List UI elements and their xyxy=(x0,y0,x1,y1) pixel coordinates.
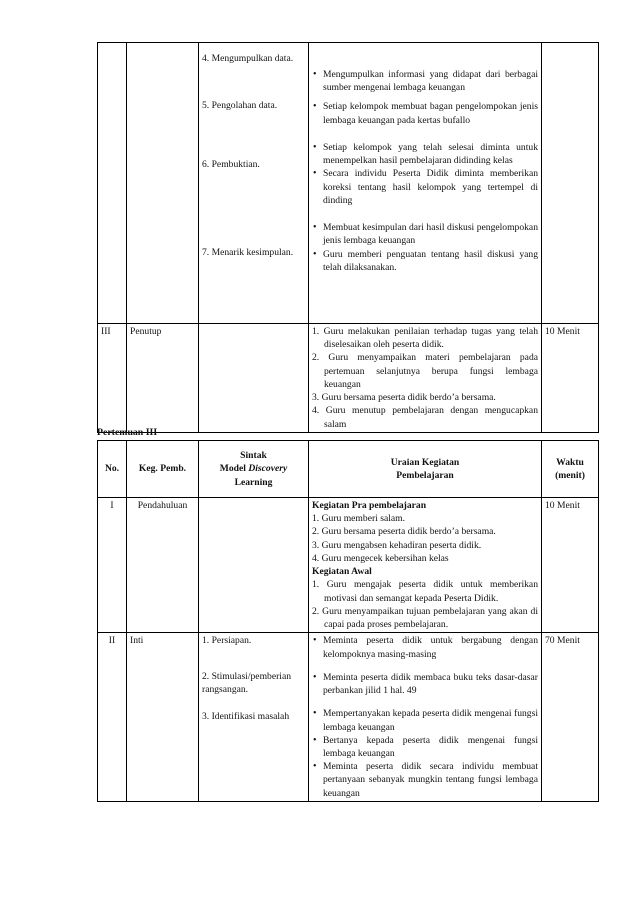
list-item: • Secara individu Peserta Didik diminta memberikan koreksi tentang hasil kelompok yang tertempel di dinding xyxy=(312,167,538,207)
list-item: • Bertanya kepada peserta didik mengenai fungsi lembaga keuangan xyxy=(312,734,538,760)
list-item: • Setiap kelompok membuat bagan pengelompokan jenis lembaga keuangan pada kertas bufallo xyxy=(312,100,538,126)
bullet-list xyxy=(312,671,538,697)
uraian-cell xyxy=(309,633,542,802)
list-item: 2. Guru menyampaikan materi pembelajaran pada pertemuan selanjutnya berupa fungsi lembaga keuangan xyxy=(312,352,538,390)
header-sintak xyxy=(199,441,309,498)
header-no: No. xyxy=(98,441,127,498)
numbered-list xyxy=(312,325,538,431)
sintak-cell xyxy=(199,324,309,433)
no-cell: III xyxy=(98,324,127,433)
keg-cell xyxy=(127,43,199,324)
sintak-cell xyxy=(199,633,309,802)
waktu-cell: 10 Menit xyxy=(542,324,599,433)
list-item: 3. Guru bersama peserta didik berdo’a bersama. xyxy=(312,392,496,404)
activity-table-continued xyxy=(97,42,599,433)
table-row xyxy=(98,633,599,802)
sintak-cell xyxy=(199,43,309,324)
no-cell: II xyxy=(98,633,127,802)
list-item: • Meminta peserta didik membaca buku teks dasar-dasar perbankan jilid 1 hal. 49 xyxy=(312,671,538,697)
step-mengumpulkan-data: 4. Mengumpulkan data. xyxy=(202,53,294,64)
header-uraian xyxy=(309,441,542,498)
bullet-list xyxy=(312,221,538,274)
subheading-pra-pembelajaran: Kegiatan Pra pembelajaran xyxy=(312,500,427,511)
step-identifikasi-masalah: 3. Identifikasi masalah xyxy=(202,711,290,723)
list-item: 1. Guru melakukan penilaian terhadap tugas yang telah diselesaikan oleh peserta didik. xyxy=(312,326,538,351)
bullet-list xyxy=(312,100,538,126)
step-pembuktian: 6. Pembuktian. xyxy=(202,159,260,171)
uraian-cell xyxy=(309,498,542,633)
header-uraian-line1: Uraian Kegiatan xyxy=(390,456,460,468)
list-item: 2. Guru menyampaikan tujuan pembelajaran yang akan di capai pada proses pembelajaran. xyxy=(312,605,538,631)
list-item: 4. Guru menutup pembelajaran dengan mengucapkan salam xyxy=(312,405,538,430)
header-sintak-line1: Sintak xyxy=(240,450,267,462)
list-item: 1. Guru memberi salam. xyxy=(312,513,405,525)
step-persiapan: 1. Persiapan. xyxy=(202,635,252,647)
sintak-cell xyxy=(199,498,309,633)
list-item: 2. Guru bersama peserta didik berdo’a bersama. xyxy=(312,526,496,538)
header-waktu-line2: (menit) xyxy=(555,470,585,481)
section-title: Pertemuan III xyxy=(97,427,158,438)
list-item: • Meminta peserta didik secara individu membuat pertanyaan sebanyak mungkin tentang fungsi lembaga keuangan xyxy=(312,760,538,800)
header-sintak-line3: Discovery xyxy=(248,463,288,475)
table-row xyxy=(98,43,599,324)
step-stimulasi: 2. Stimulasi/pemberian rangsangan. xyxy=(202,670,291,695)
waktu-cell: 70 Menit xyxy=(542,633,599,802)
step-pengolahan-data: 5. Pengolahan data. xyxy=(202,100,278,112)
no-cell xyxy=(98,43,127,324)
header-sintak-line4: Learning xyxy=(234,476,273,488)
list-item: • Setiap kelompok yang telah selesai diminta untuk menempelkan hasil pembelajaran didinding kelas xyxy=(312,141,538,167)
keg-cell: Pendahuluan xyxy=(127,498,199,633)
numbered-list xyxy=(312,578,538,631)
header-keg: Keg. Pemb. xyxy=(127,441,199,498)
list-item: • Mempertanyakan kepada peserta didik mengenai fungsi lembaga keuangan xyxy=(312,707,538,733)
subheading-kegiatan-awal: Kegiatan Awal xyxy=(312,566,372,578)
bullet-list xyxy=(312,141,538,207)
numbered-list xyxy=(312,512,538,565)
table-header-row xyxy=(98,441,599,498)
list-item: • Membuat kesimpulan dari hasil diskusi pengelompokan jenis lembaga keuangan xyxy=(312,221,538,247)
list-item: • Mengumpulkan informasi yang didapat dari berbagai sumber mengenai lembaga keuangan xyxy=(312,68,538,94)
list-item: • Meminta peserta didik untuk bergabung dengan kelompoknya masing-masing xyxy=(312,634,538,660)
keg-cell: Inti xyxy=(127,633,199,802)
header-uraian-line2: Pembelajaran xyxy=(396,470,454,481)
step-menarik-kesimpulan: 7. Menarik kesimpulan. xyxy=(202,246,294,258)
bullet-list xyxy=(312,634,538,660)
header-waktu xyxy=(542,441,599,498)
list-item: • Guru memberi penguatan tentang hasil diskusi yang telah dilaksanakan. xyxy=(312,248,538,274)
uraian-cell xyxy=(309,324,542,433)
list-item: 4. Guru mengecek kebersihan kelas xyxy=(312,552,449,564)
list-item: 3. Guru mengabsen kehadiran peserta didik. xyxy=(312,539,482,551)
bullet-list xyxy=(312,707,538,800)
list-item: 1. Guru mengajak peserta didik untuk memberikan motivasi dan semangat kepada Peserta Didik. xyxy=(312,579,538,604)
keg-cell: Penutup xyxy=(127,324,199,433)
table-row xyxy=(98,324,599,433)
bullet-list xyxy=(312,68,538,94)
header-waktu-line1: Waktu xyxy=(556,456,584,468)
uraian-cell xyxy=(309,43,542,324)
header-sintak-line2: Model xyxy=(219,463,246,475)
waktu-cell xyxy=(542,43,599,324)
activity-table-pertemuan-3 xyxy=(97,440,599,802)
no-cell: I xyxy=(98,498,127,633)
table-row xyxy=(98,498,599,633)
waktu-cell: 10 Menit xyxy=(542,498,599,633)
